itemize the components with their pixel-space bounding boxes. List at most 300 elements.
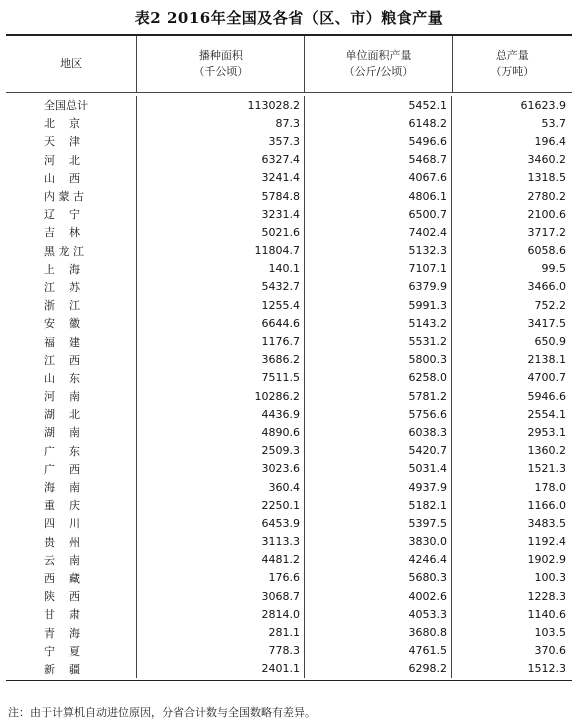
yield-cell [305, 460, 452, 478]
output-cell [452, 551, 572, 569]
yield-cell [305, 169, 452, 187]
area-cell-text: 5784.8 [261, 189, 300, 203]
table-row [6, 205, 572, 223]
grain-output-table [6, 34, 572, 681]
area-cell [137, 151, 305, 169]
region-cell-text: 四 川 [44, 517, 80, 531]
yield-cell [305, 187, 452, 205]
output-cell [452, 533, 572, 551]
output-cell [452, 278, 572, 296]
yield-cell-text: 5991.3 [408, 298, 447, 312]
area-cell-text: 2814.0 [261, 607, 300, 621]
output-cell [452, 460, 572, 478]
area-cell [137, 533, 305, 551]
output-cell-text: 178.0 [534, 480, 566, 494]
region-cell [6, 478, 137, 496]
header-output-label: 总产量 [495, 49, 529, 62]
region-cell [6, 423, 137, 441]
output-cell-text: 1166.0 [527, 498, 566, 512]
area-cell-text: 11804.7 [254, 244, 300, 258]
yield-cell-text: 5452.1 [408, 98, 447, 112]
table-row [6, 351, 572, 369]
yield-cell [305, 533, 452, 551]
yield-cell-text: 4067.6 [408, 171, 447, 185]
area-cell [137, 169, 305, 187]
yield-cell [305, 496, 452, 514]
yield-cell-text: 5132.3 [408, 244, 447, 258]
output-cell-text: 5946.6 [527, 389, 566, 403]
header-yield-unit: （公斤/公顷） [343, 65, 414, 78]
yield-cell [305, 623, 452, 641]
output-cell-text: 100.3 [534, 571, 566, 585]
output-cell-text: 1140.6 [527, 607, 566, 621]
region-cell-text: 江 西 [44, 353, 80, 367]
output-cell [452, 205, 572, 223]
region-cell-text: 陕 西 [44, 590, 80, 604]
output-cell-text: 2780.2 [527, 189, 566, 203]
region-cell [6, 96, 137, 114]
header-area-label: 播种面积 [198, 49, 243, 62]
table-row [6, 496, 572, 514]
output-cell [452, 114, 572, 132]
region-cell-text: 天 津 [44, 135, 80, 149]
footnote: 注：由于计算机自动进位原因，分省合计数与全国数略有差异。 [8, 706, 316, 719]
output-cell-text: 1318.5 [527, 171, 566, 185]
region-cell [6, 151, 137, 169]
area-cell-text: 3686.2 [261, 353, 300, 367]
region-cell-text: 上 海 [44, 262, 80, 276]
area-cell [137, 314, 305, 332]
area-cell-text: 4436.9 [261, 407, 300, 421]
area-cell-text: 778.3 [268, 644, 300, 658]
area-cell [137, 642, 305, 660]
table-row [6, 569, 572, 587]
output-cell [452, 423, 572, 441]
region-cell [6, 587, 137, 605]
region-cell-text: 湖 南 [44, 426, 80, 440]
output-cell [452, 187, 572, 205]
table-row [6, 623, 572, 641]
table-header [6, 36, 572, 93]
area-cell [137, 660, 305, 678]
area-cell-text: 6453.9 [261, 516, 300, 530]
area-cell [137, 132, 305, 150]
yield-cell [305, 260, 452, 278]
region-cell-text: 甘 肃 [44, 608, 80, 622]
output-cell-text: 3466.0 [527, 280, 566, 294]
area-cell-text: 2250.1 [261, 498, 300, 512]
output-cell [452, 478, 572, 496]
yield-cell [305, 96, 452, 114]
output-cell [452, 314, 572, 332]
area-cell [137, 623, 305, 641]
region-cell [6, 351, 137, 369]
area-cell [137, 514, 305, 532]
area-cell-text: 4481.2 [261, 553, 300, 567]
area-cell-text: 1255.4 [261, 298, 300, 312]
region-cell-text: 宁 夏 [44, 644, 80, 658]
region-cell [6, 278, 137, 296]
output-cell-text: 1228.3 [527, 589, 566, 603]
output-cell [452, 332, 572, 350]
area-cell [137, 369, 305, 387]
area-cell [137, 478, 305, 496]
region-cell-text: 广 东 [44, 444, 80, 458]
area-cell [137, 460, 305, 478]
output-cell-text: 1902.9 [527, 553, 566, 567]
region-cell [6, 623, 137, 641]
yield-cell-text: 3680.8 [408, 626, 447, 640]
table-row [6, 587, 572, 605]
yield-cell-text: 3830.0 [408, 535, 447, 549]
yield-cell-text: 6258.0 [408, 371, 447, 385]
output-cell [452, 514, 572, 532]
region-cell [6, 296, 137, 314]
table-row [6, 551, 572, 569]
output-cell-text: 1512.3 [527, 662, 566, 676]
region-cell-text: 北 京 [44, 117, 80, 131]
area-cell [137, 187, 305, 205]
yield-cell-text: 6500.7 [408, 207, 447, 221]
area-cell [137, 223, 305, 241]
output-cell [452, 605, 572, 623]
region-cell [6, 551, 137, 569]
area-cell-text: 5432.7 [261, 280, 300, 294]
output-cell [452, 442, 572, 460]
output-cell [452, 351, 572, 369]
table-row [6, 278, 572, 296]
area-cell [137, 205, 305, 223]
region-cell [6, 442, 137, 460]
yield-cell-text: 5496.6 [408, 134, 447, 148]
output-cell-text: 99.5 [541, 262, 566, 276]
yield-cell-text: 5420.7 [408, 444, 447, 458]
area-cell-text: 281.1 [268, 626, 300, 640]
area-cell-text: 10286.2 [254, 389, 300, 403]
output-cell [452, 151, 572, 169]
region-cell [6, 332, 137, 350]
yield-cell [305, 278, 452, 296]
yield-cell [305, 332, 452, 350]
area-cell [137, 496, 305, 514]
yield-cell-text: 4806.1 [408, 189, 447, 203]
output-cell [452, 642, 572, 660]
yield-cell [305, 442, 452, 460]
yield-cell-text: 5468.7 [408, 153, 447, 167]
output-cell-text: 3717.2 [527, 225, 566, 239]
header-region-label: 地区 [60, 57, 83, 70]
yield-cell-text: 5182.1 [408, 498, 447, 512]
bottom-rule [6, 680, 572, 681]
output-cell [452, 223, 572, 241]
yield-cell [305, 514, 452, 532]
table-row [6, 387, 572, 405]
area-cell [137, 587, 305, 605]
yield-cell [305, 114, 452, 132]
output-cell-text: 103.5 [534, 626, 566, 640]
yield-cell-text: 5143.2 [408, 316, 447, 330]
region-cell [6, 533, 137, 551]
table-body [6, 93, 572, 678]
region-cell-text: 河 南 [44, 390, 80, 404]
table-row [6, 605, 572, 623]
area-cell-text: 3231.4 [261, 207, 300, 221]
yield-cell [305, 478, 452, 496]
yield-cell-text: 6038.3 [408, 425, 447, 439]
region-cell-text: 全国总计 [44, 99, 88, 113]
region-cell-text: 新 疆 [44, 662, 80, 676]
header-yield [305, 36, 452, 92]
output-cell-text: 1521.3 [527, 462, 566, 476]
yield-cell [305, 296, 452, 314]
region-cell [6, 242, 137, 260]
table-row [6, 169, 572, 187]
region-cell-text: 吉 林 [44, 226, 80, 240]
region-cell [6, 660, 137, 678]
area-cell [137, 296, 305, 314]
yield-cell-text: 5756.6 [408, 407, 447, 421]
area-cell-text: 357.3 [268, 134, 300, 148]
output-cell [452, 387, 572, 405]
yield-cell [305, 151, 452, 169]
area-cell-text: 3113.3 [261, 535, 300, 549]
output-cell-text: 650.9 [534, 335, 566, 349]
header-area-unit: （千公顷） [193, 65, 249, 78]
yield-cell-text: 5397.5 [408, 516, 447, 530]
table-row [6, 242, 572, 260]
output-cell-text: 2554.1 [527, 407, 566, 421]
output-cell [452, 496, 572, 514]
output-cell-text: 2138.1 [527, 353, 566, 367]
table-row [6, 460, 572, 478]
yield-cell [305, 242, 452, 260]
yield-cell-text: 6298.2 [408, 662, 447, 676]
table-row [6, 314, 572, 332]
table-row [6, 478, 572, 496]
output-cell [452, 587, 572, 605]
region-cell-text: 青 海 [44, 626, 80, 640]
output-cell [452, 569, 572, 587]
area-cell [137, 605, 305, 623]
area-cell-text: 3068.7 [261, 589, 300, 603]
yield-cell-text: 5800.3 [408, 353, 447, 367]
area-cell [137, 351, 305, 369]
area-cell-text: 360.4 [268, 480, 300, 494]
yield-cell-text: 5531.2 [408, 335, 447, 349]
yield-cell [305, 205, 452, 223]
output-cell-text: 3460.2 [527, 153, 566, 167]
region-cell-text: 福 建 [44, 335, 80, 349]
area-cell [137, 387, 305, 405]
area-cell [137, 332, 305, 350]
table-row [6, 260, 572, 278]
region-cell [6, 569, 137, 587]
region-cell [6, 405, 137, 423]
output-cell-text: 4700.7 [527, 371, 566, 385]
region-cell-text: 安 徽 [44, 317, 80, 331]
area-cell-text: 5021.6 [261, 225, 300, 239]
area-cell [137, 442, 305, 460]
yield-cell-text: 6379.9 [408, 280, 447, 294]
output-cell [452, 623, 572, 641]
header-output-unit: （万吨） [490, 65, 535, 78]
table-row [6, 533, 572, 551]
output-cell-text: 752.2 [534, 298, 566, 312]
region-cell-text: 江 苏 [44, 280, 80, 294]
table-row [6, 660, 572, 678]
table-row [6, 114, 572, 132]
table-row [6, 514, 572, 532]
table-row [6, 423, 572, 441]
yield-cell-text: 5680.3 [408, 571, 447, 585]
region-cell [6, 460, 137, 478]
output-cell [452, 660, 572, 678]
table-row [6, 151, 572, 169]
header-area [137, 36, 305, 92]
yield-cell-text: 5031.4 [408, 462, 447, 476]
yield-cell-text: 7402.4 [408, 225, 447, 239]
region-cell [6, 605, 137, 623]
region-cell-text: 黑 龙 江 [44, 244, 84, 258]
area-cell-text: 4890.6 [261, 425, 300, 439]
region-cell [6, 514, 137, 532]
region-cell [6, 205, 137, 223]
area-cell-text: 6644.6 [261, 316, 300, 330]
area-cell-text: 2401.1 [261, 662, 300, 676]
yield-cell [305, 587, 452, 605]
table-row [6, 642, 572, 660]
table-row [6, 442, 572, 460]
yield-cell [305, 405, 452, 423]
yield-cell [305, 551, 452, 569]
area-cell [137, 114, 305, 132]
table-row [6, 187, 572, 205]
area-cell-text: 87.3 [275, 116, 300, 130]
area-cell-text: 1176.7 [261, 335, 300, 349]
area-cell-text: 6327.4 [261, 153, 300, 167]
area-cell-text: 7511.5 [261, 371, 300, 385]
region-cell [6, 132, 137, 150]
area-cell-text: 113028.2 [247, 98, 300, 112]
area-cell [137, 405, 305, 423]
region-cell-text: 河 北 [44, 153, 80, 167]
output-cell-text: 2953.1 [527, 425, 566, 439]
yield-cell-text: 5781.2 [408, 389, 447, 403]
area-cell [137, 569, 305, 587]
table-row [6, 96, 572, 114]
region-cell [6, 496, 137, 514]
output-cell-text: 1192.4 [527, 535, 566, 549]
output-cell-text: 53.7 [541, 116, 566, 130]
yield-cell-text: 4002.6 [408, 589, 447, 603]
region-cell [6, 260, 137, 278]
region-cell [6, 314, 137, 332]
region-cell-text: 山 西 [44, 171, 80, 185]
region-cell [6, 223, 137, 241]
yield-cell-text: 4053.3 [408, 607, 447, 621]
header-output [453, 36, 572, 92]
region-cell-text: 重 庆 [44, 499, 80, 513]
output-cell-text: 1360.2 [527, 444, 566, 458]
area-cell [137, 551, 305, 569]
yield-cell [305, 423, 452, 441]
table-row [6, 332, 572, 350]
yield-cell-text: 4937.9 [408, 480, 447, 494]
region-cell-text: 贵 州 [44, 535, 80, 549]
yield-cell [305, 642, 452, 660]
table-row [6, 369, 572, 387]
region-cell [6, 387, 137, 405]
header-yield-label: 单位面积产量 [345, 49, 412, 62]
region-cell-text: 辽 宁 [44, 208, 80, 222]
region-cell-text: 海 南 [44, 481, 80, 495]
output-cell-text: 3483.5 [527, 516, 566, 530]
region-cell-text: 浙 江 [44, 299, 80, 313]
region-cell-text: 云 南 [44, 553, 80, 567]
yield-cell [305, 314, 452, 332]
output-cell-text: 3417.5 [527, 316, 566, 330]
output-cell [452, 260, 572, 278]
output-cell-text: 6058.6 [527, 244, 566, 258]
area-cell [137, 423, 305, 441]
output-cell [452, 242, 572, 260]
output-cell [452, 369, 572, 387]
area-cell-text: 3241.4 [261, 171, 300, 185]
region-cell [6, 369, 137, 387]
yield-cell [305, 387, 452, 405]
output-cell [452, 132, 572, 150]
output-cell-text: 2100.6 [527, 207, 566, 221]
area-cell [137, 96, 305, 114]
output-cell-text: 370.6 [534, 644, 566, 658]
area-cell-text: 2509.3 [261, 444, 300, 458]
yield-cell-text: 4761.5 [408, 644, 447, 658]
output-cell [452, 296, 572, 314]
yield-cell [305, 351, 452, 369]
yield-cell [305, 605, 452, 623]
region-cell-text: 西 藏 [44, 571, 80, 585]
yield-cell [305, 569, 452, 587]
yield-cell [305, 223, 452, 241]
output-cell [452, 405, 572, 423]
output-cell [452, 169, 572, 187]
yield-cell-text: 6148.2 [408, 116, 447, 130]
area-cell-text: 140.1 [268, 262, 300, 276]
table-title: 表2 2016年全国及各省（区、市）粮食产量 [134, 9, 444, 27]
table-row [6, 223, 572, 241]
area-cell [137, 260, 305, 278]
yield-cell [305, 660, 452, 678]
region-cell-text: 内 蒙 古 [44, 190, 84, 204]
region-cell [6, 642, 137, 660]
yield-cell [305, 132, 452, 150]
output-cell-text: 61623.9 [520, 98, 566, 112]
table-row [6, 132, 572, 150]
area-cell-text: 3023.6 [261, 462, 300, 476]
yield-cell-text: 4246.4 [408, 553, 447, 567]
output-cell [452, 96, 572, 114]
area-cell [137, 278, 305, 296]
region-cell-text: 山 东 [44, 371, 80, 385]
region-cell [6, 187, 137, 205]
header-region [6, 36, 137, 92]
region-cell [6, 169, 137, 187]
table-row [6, 405, 572, 423]
area-cell-text: 176.6 [268, 571, 300, 585]
region-cell-text: 湖 北 [44, 408, 80, 422]
yield-cell-text: 7107.1 [408, 262, 447, 276]
region-cell-text: 广 西 [44, 462, 80, 476]
